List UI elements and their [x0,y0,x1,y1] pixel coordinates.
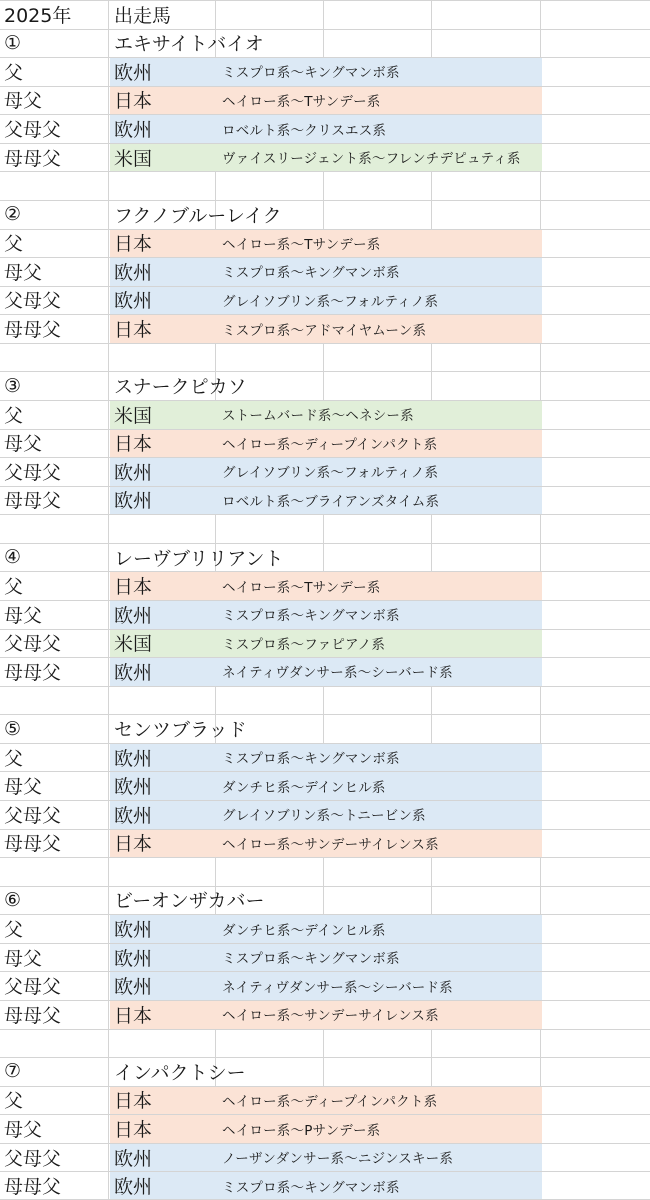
lineage-cell[interactable]: ミスプロ系～キングマンボ系 [222,751,400,768]
grid-line [108,600,109,629]
relation-cell[interactable]: 母母父 [4,147,62,170]
grid-line [108,29,109,58]
lineage-cell[interactable]: ミスプロ系～キングマンボ系 [222,65,400,82]
horse-number-cell[interactable]: ② [4,203,22,226]
pedigree-row [0,771,650,800]
region-cell[interactable]: 欧州 [114,461,153,484]
region-cell[interactable]: 欧州 [114,119,153,142]
pedigree-row [0,400,650,429]
lineage-cell[interactable]: グレイソブリン系～フォルティノ系 [222,465,439,482]
grid-line [108,543,109,572]
pedigree-row [0,571,650,600]
pedigree-row [0,1171,650,1200]
lineage-cell[interactable]: ロベルト系～ブライアンズタイム系 [222,493,440,510]
grid-line [0,343,650,344]
region-cell[interactable]: 欧州 [114,1176,153,1199]
pedigree-row [0,86,650,115]
grid-line [108,343,109,372]
grid-line [215,686,216,715]
grid-line [431,171,432,200]
region-cell[interactable]: 日本 [114,1119,153,1142]
lineage-cell[interactable]: ヴァイスリージェント系～フレンチデピュティ系 [222,151,521,168]
grid-line [108,200,109,229]
grid-line [108,429,109,458]
relation-cell[interactable]: 父 [4,747,24,770]
lineage-cell[interactable]: ミスプロ系～キングマンボ系 [222,265,400,282]
grid-line [108,86,109,115]
grid-line [540,514,541,543]
region-cell[interactable]: 欧州 [114,61,153,84]
region-cell[interactable]: 日本 [114,1004,153,1027]
lineage-cell[interactable]: ヘイロー系～Tサンデー系 [222,579,381,596]
pedigree-row [0,429,650,458]
title-cell[interactable]: 出走馬 [114,4,172,27]
grid-line [323,886,324,915]
grid-line [0,171,650,172]
pedigree-row [0,971,650,1000]
region-cell[interactable]: 日本 [114,319,153,342]
lineage-cell[interactable]: ロベルト系～クリスエス系 [222,122,387,139]
horse-name-cell[interactable]: ビーオンザカバー [114,890,265,913]
relation-cell[interactable]: 母父 [4,776,43,799]
lineage-cell[interactable]: ダンチヒ系～デインヒル系 [222,922,386,939]
pedigree-row [0,914,650,943]
relation-cell[interactable]: 父 [4,404,24,427]
grid-line [108,257,109,286]
region-cell[interactable]: 欧州 [114,1147,153,1170]
pedigree-row [0,943,650,972]
pedigree-row [0,229,650,258]
header-row [0,0,650,29]
relation-cell[interactable]: 母母父 [4,1004,62,1027]
grid-line [323,686,324,715]
grid-line [540,0,541,29]
grid-line [431,714,432,743]
grid-line [431,371,432,400]
horse-name-cell[interactable]: スナークピカソ [114,376,247,399]
grid-line [540,200,541,229]
blank-row [0,343,650,372]
pedigree-row [0,800,650,829]
grid-line [108,743,109,772]
grid-line [108,657,109,686]
grid-line [540,29,541,58]
grid-line [540,886,541,915]
lineage-cell[interactable]: ミスプロ系～キングマンボ系 [222,951,400,968]
pedigree-row [0,143,650,172]
lineage-cell[interactable]: ネイティヴダンサー系～シーバード系 [222,665,453,682]
pedigree-row [0,1143,650,1172]
pedigree-row [0,1000,650,1029]
relation-cell[interactable]: 父母父 [4,1147,62,1170]
pedigree-row [0,600,650,629]
region-cell[interactable]: 欧州 [114,290,153,313]
grid-line [431,543,432,572]
lineage-cell[interactable]: ストームバード系～ヘネシー系 [222,408,414,425]
region-cell[interactable]: 日本 [114,1090,153,1113]
grid-line [108,771,109,800]
grid-line [108,800,109,829]
relation-cell[interactable]: 母母父 [4,319,62,342]
horse-number-cell[interactable]: ⑥ [4,888,22,911]
relation-cell[interactable]: 母母父 [4,490,62,513]
grid-line [108,914,109,943]
horse-name-row [0,714,650,743]
grid-line [431,29,432,58]
relation-cell[interactable]: 父 [4,233,24,256]
relation-cell[interactable]: 母父 [4,604,43,627]
grid-line [540,171,541,200]
grid-line [540,857,541,886]
blank-row [0,857,650,886]
horse-name-cell[interactable]: エキサイトバイオ [114,33,264,56]
horse-name-cell[interactable]: レーヴブリリアント [114,547,284,570]
lineage-cell[interactable]: ヘイロー系～サンデーサイレンス系 [222,1008,439,1025]
grid-line [540,1057,541,1086]
region-cell[interactable]: 欧州 [114,261,153,284]
relation-cell[interactable]: 母父 [4,261,43,284]
grid-line [108,1029,109,1058]
grid-line [108,514,109,543]
horse-name-cell[interactable]: センツブラッド [114,719,247,742]
horse-number-cell[interactable]: ③ [4,374,22,397]
grid-line [431,1057,432,1086]
pedigree-row [0,1114,650,1143]
grid-line [540,686,541,715]
grid-line [215,1029,216,1058]
grid-line [108,1143,109,1172]
grid-line [108,400,109,429]
relation-cell[interactable]: 父 [4,919,24,942]
grid-line [540,1029,541,1058]
grid-line [215,343,216,372]
lineage-cell[interactable]: ノーザンダンサー系～ニジンスキー系 [222,1151,454,1168]
horse-name-row [0,29,650,58]
grid-line [108,943,109,972]
region-cell[interactable]: 米国 [114,633,153,656]
grid-line [108,486,109,515]
relation-cell[interactable]: 母父 [4,947,43,970]
relation-cell[interactable]: 母父 [4,1119,43,1142]
lineage-cell[interactable]: ヘイロー系～Pサンデー系 [222,1122,381,1139]
grid-line [540,714,541,743]
grid-line [108,1057,109,1086]
pedigree-row [0,743,650,772]
horse-name-row [0,886,650,915]
grid-line [431,200,432,229]
grid-line [323,343,324,372]
grid-line [108,629,109,658]
grid-line [431,343,432,372]
grid-line [108,571,109,600]
relation-cell[interactable]: 父母父 [4,119,62,142]
grid-line [108,314,109,343]
lineage-cell[interactable]: グレイソブリン系～トニービン系 [222,808,426,825]
grid-line [540,343,541,372]
grid-line [215,857,216,886]
grid-line [108,971,109,1000]
grid-line [540,371,541,400]
region-cell[interactable]: 日本 [114,576,153,599]
blank-row [0,514,650,543]
horse-number-cell[interactable]: ① [4,31,22,54]
grid-line [0,1029,650,1030]
grid-line [323,171,324,200]
region-cell[interactable]: 米国 [114,404,153,427]
grid-line [108,686,109,715]
grid-line [431,1029,432,1058]
horse-name-row [0,1057,650,1086]
grid-line [431,886,432,915]
lineage-cell[interactable]: ヘイロー系～ディープインパクト系 [222,1093,438,1110]
relation-cell[interactable]: 父母父 [4,633,62,656]
horse-number-cell[interactable]: ⑤ [4,717,22,740]
grid-line [323,1029,324,1058]
lineage-cell[interactable]: ネイティヴダンサー系～シーバード系 [222,979,453,996]
lineage-cell[interactable]: ヘイロー系～サンデーサイレンス系 [222,836,439,853]
grid-line [323,857,324,886]
grid-line [108,143,109,172]
relation-cell[interactable]: 母母父 [4,1176,62,1199]
lineage-cell[interactable]: グレイソブリン系～フォルティノ系 [222,293,439,310]
blank-row [0,686,650,715]
grid-line [108,1171,109,1200]
grid-line [323,0,324,29]
region-cell[interactable]: 欧州 [114,976,153,999]
lineage-cell[interactable]: ミスプロ系～キングマンボ系 [222,1179,400,1196]
region-cell[interactable]: 欧州 [114,919,153,942]
horse-name-row [0,543,650,572]
grid-line [215,514,216,543]
region-cell[interactable]: 欧州 [114,947,153,970]
pedigree-row [0,57,650,86]
region-cell[interactable]: 米国 [114,147,153,170]
year-cell[interactable]: 2025年 [4,4,72,27]
lineage-cell[interactable]: ヘイロー系～ディープインパクト系 [222,436,438,453]
grid-line [108,371,109,400]
horse-name-row [0,200,650,229]
blank-row [0,1029,650,1058]
grid-line [0,857,650,858]
pedigree-row [0,486,650,515]
grid-line [108,57,109,86]
relation-cell[interactable]: 母母父 [4,661,62,684]
grid-line [108,171,109,200]
grid-line [431,0,432,29]
grid-line [108,714,109,743]
horse-number-cell[interactable]: ⑦ [4,1060,22,1083]
lineage-cell[interactable]: ダンチヒ系～デインヒル系 [222,779,386,796]
region-cell[interactable]: 日本 [114,90,153,113]
region-cell[interactable]: 欧州 [114,604,153,627]
relation-cell[interactable]: 母母父 [4,833,62,856]
grid-line [431,857,432,886]
region-cell[interactable]: 日本 [114,233,153,256]
relation-cell[interactable]: 父母父 [4,461,62,484]
grid-line [215,0,216,29]
grid-line [108,886,109,915]
pedigree-row [0,286,650,315]
grid-line [323,29,324,58]
pedigree-row [0,314,650,343]
pedigree-row [0,1086,650,1115]
grid-line [0,514,650,515]
horse-name-row [0,371,650,400]
grid-line [323,1057,324,1086]
pedigree-row [0,114,650,143]
grid-line [108,829,109,858]
relation-cell[interactable]: 父 [4,61,24,84]
region-cell[interactable]: 欧州 [114,804,153,827]
grid-line [431,514,432,543]
relation-cell[interactable]: 母父 [4,90,43,113]
grid-line [108,114,109,143]
region-cell[interactable]: 欧州 [114,747,153,770]
region-cell[interactable]: 欧州 [114,776,153,799]
grid-line [323,200,324,229]
pedigree-row [0,629,650,658]
lineage-cell[interactable]: ヘイロー系～Tサンデー系 [222,236,381,253]
grid-line [540,543,541,572]
region-cell[interactable]: 日本 [114,433,153,456]
relation-cell[interactable]: 父 [4,1090,24,1113]
grid-line [108,1086,109,1115]
pedigree-row [0,457,650,486]
relation-cell[interactable]: 母父 [4,433,43,456]
blank-row [0,171,650,200]
pedigree-row [0,829,650,858]
pedigree-row [0,257,650,286]
region-cell[interactable]: 欧州 [114,490,153,513]
grid-line [108,229,109,258]
relation-cell[interactable]: 父母父 [4,976,62,999]
grid-line [108,1114,109,1143]
grid-line [323,371,324,400]
grid-line [323,714,324,743]
relation-cell[interactable]: 父 [4,576,24,599]
lineage-cell[interactable]: ミスプロ系～ファピアノ系 [222,636,386,653]
grid-line [108,1000,109,1029]
horse-number-cell[interactable]: ④ [4,546,22,569]
region-cell[interactable]: 日本 [114,833,153,856]
relation-cell[interactable]: 父母父 [4,290,62,313]
grid-line [431,686,432,715]
horse-name-cell[interactable]: フクノブルーレイク [114,204,282,227]
grid-line [323,514,324,543]
grid-line [323,543,324,572]
region-cell[interactable]: 欧州 [114,661,153,684]
grid-line [108,0,109,29]
grid-line [0,686,650,687]
grid-line [108,857,109,886]
lineage-cell[interactable]: ヘイロー系～Tサンデー系 [222,93,381,110]
grid-line [108,457,109,486]
grid-line [108,286,109,315]
lineage-cell[interactable]: ミスプロ系～アドマイヤムーン系 [222,322,427,339]
relation-cell[interactable]: 父母父 [4,804,62,827]
horse-name-cell[interactable]: インパクトシー [114,1061,246,1084]
pedigree-row [0,657,650,686]
grid-line [215,171,216,200]
lineage-cell[interactable]: ミスプロ系～キングマンボ系 [222,608,400,625]
